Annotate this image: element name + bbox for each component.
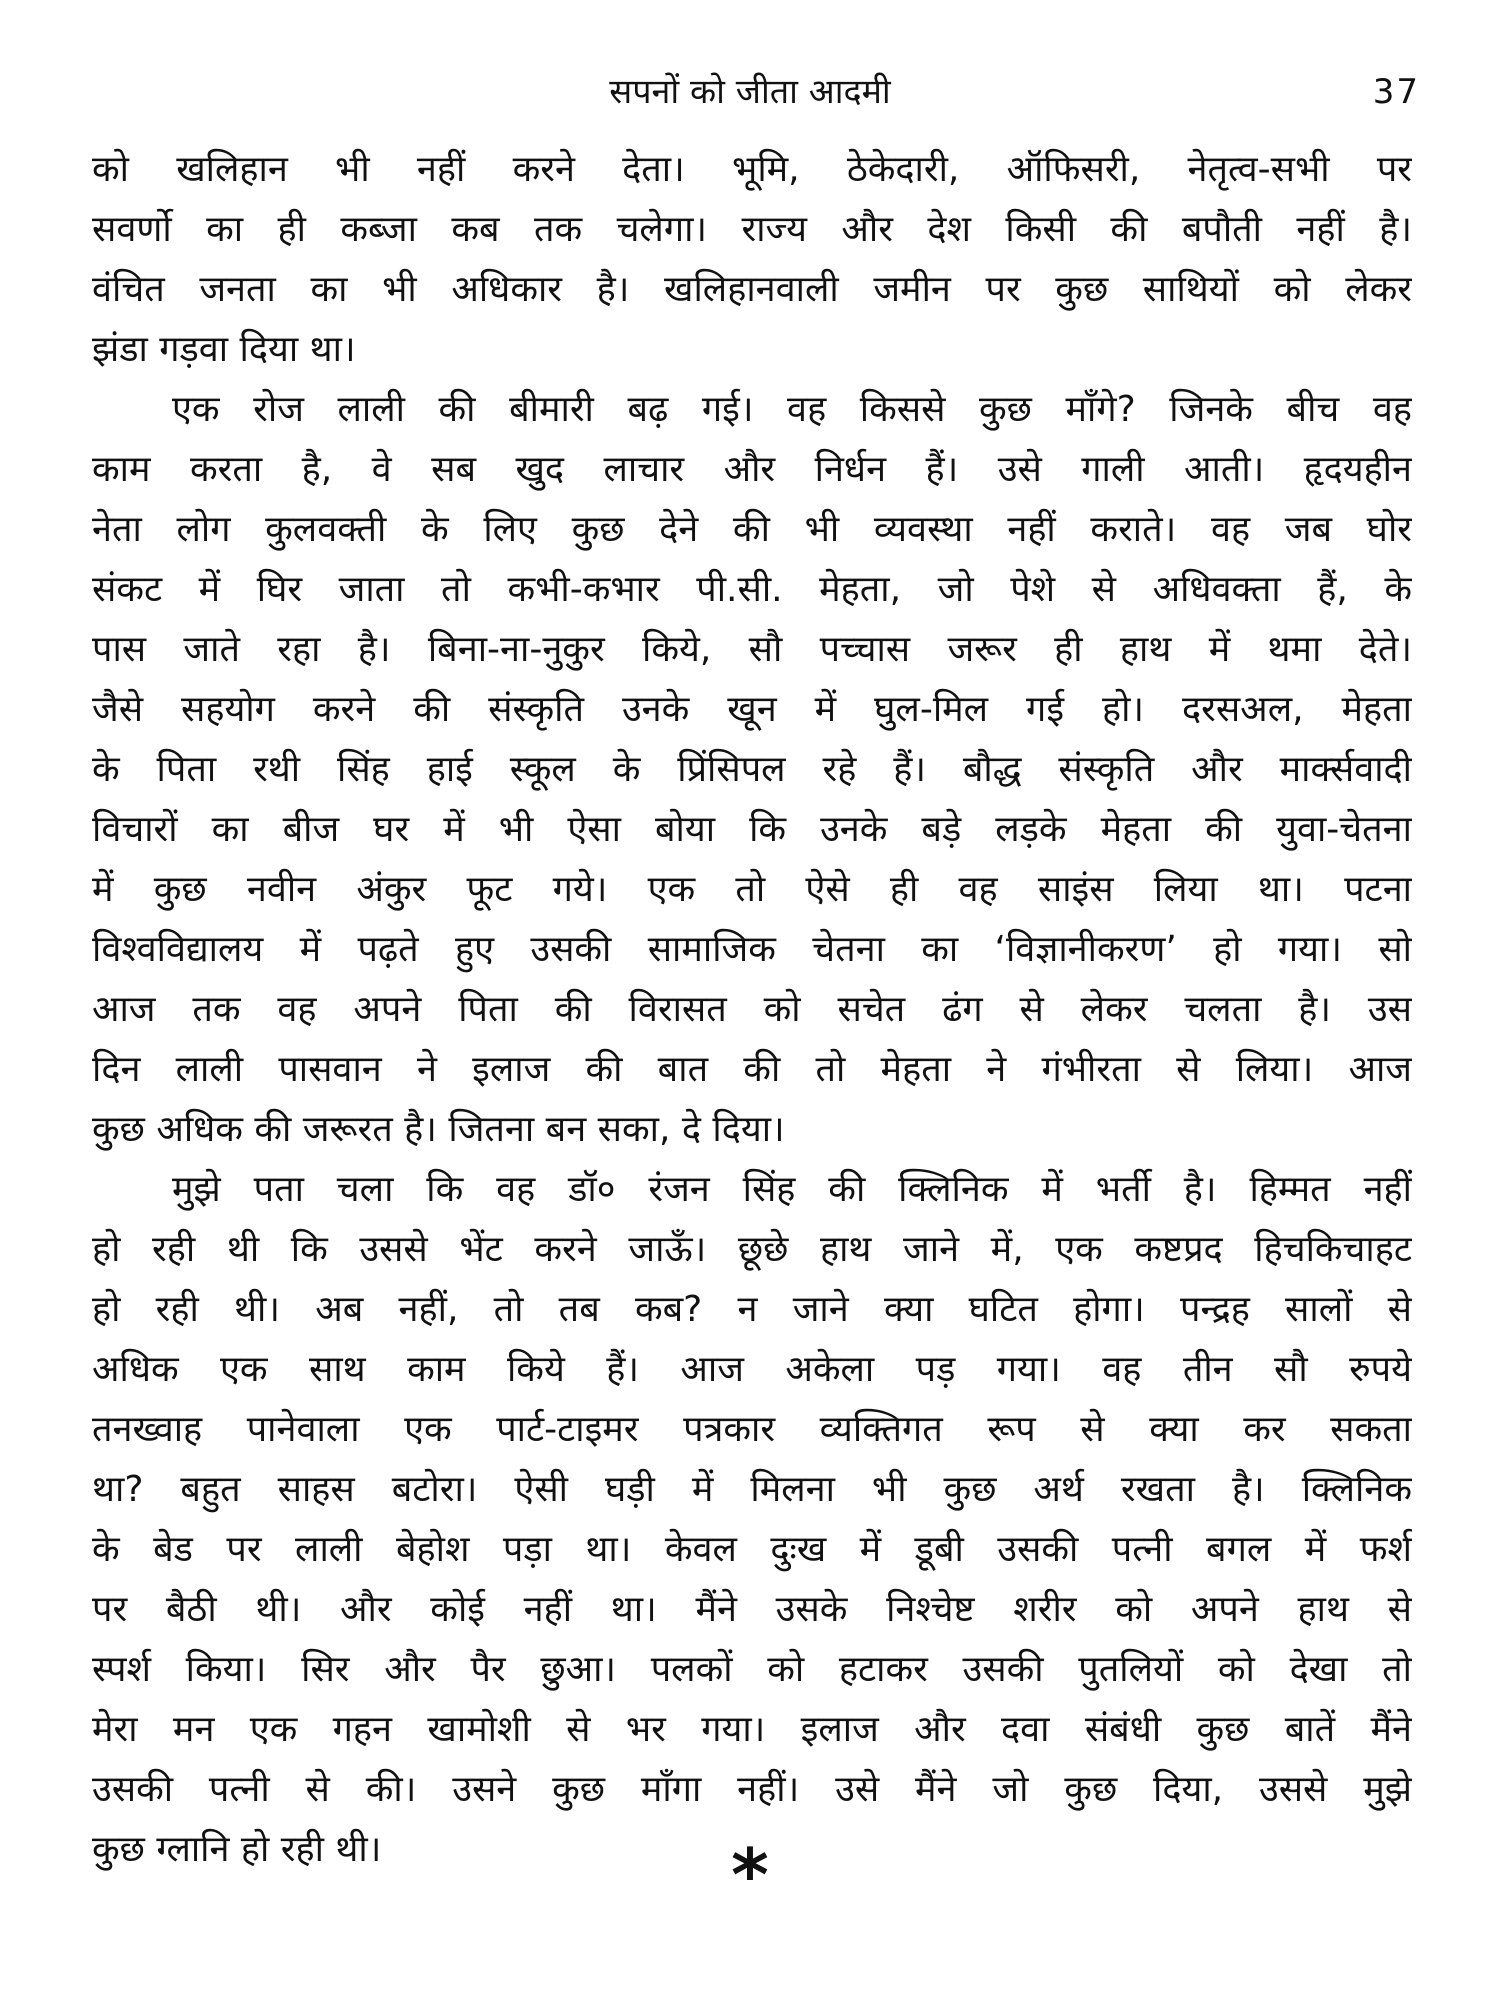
running-title: सपनों को जीता आदमी: [609, 72, 891, 112]
body-text: [92, 140, 1412, 1880]
text-line: के पिता रथी सिंह हाई स्कूल के प्रिंसिपल रहे हैं। बौद्ध संस्कृति और मार्क्सवादी: [92, 749, 1412, 790]
text-line: उसकी पत्नी से की। उसने कुछ माँगा नहीं। उसे मैंने जो कुछ दिया, उससे मुझे: [92, 1769, 1412, 1810]
paragraph-start-line: मुझे पता चला कि वह डॉ० रंजन सिंह की क्लिनिक में भर्ती है। हिम्मत नहीं: [172, 1169, 1412, 1210]
text-line: नेता लोग कुलवक्ती के लिए कुछ देने की भी व्यवस्था नहीं कराते। वह जब घोर: [92, 509, 1412, 550]
text-line: संकट में घिर जाता तो कभी-कभार पी.सी. मेहता, जो पेशे से अधिवक्ता हैं, के: [92, 569, 1412, 610]
text-line: विचारों का बीज घर में भी ऐसा बोया कि उनके बड़े लड़के मेहता की युवा-चेतना: [92, 809, 1412, 850]
text-line: विश्वविद्यालय में पढ़ते हुए उसकी सामाजिक चेतना का ‘विज्ञानीकरण’ हो गया। सो: [92, 929, 1412, 970]
text-line: वंचित जनता का भी अधिकार है। खलिहानवाली जमीन पर कुछ साथियों को लेकर: [92, 269, 1412, 310]
text-line: जैसे सहयोग करने की संस्कृति उनके खून में घुल-मिल गई हो। दरसअल, मेहता: [92, 689, 1412, 730]
paragraph-end-line: झंडा गड़वा दिया था।: [92, 329, 356, 370]
text-line: सवर्णो का ही कब्जा कब तक चलेगा। राज्य और देश किसी की बपौती नहीं है।: [92, 209, 1412, 250]
text-line: हो रही थी। अब नहीं, तो तब कब? न जाने क्या घटित होगा। पन्द्रह सालों से: [92, 1289, 1412, 1330]
paragraph-end-line: कुछ अधिक की जरूरत है। जितना बन सका, दे दिया।: [92, 1109, 785, 1150]
text-line: तनख्वाह पानेवाला एक पार्ट-टाइमर पत्रकार व्यक्तिगत रूप से क्या कर सकता: [92, 1409, 1412, 1450]
text-line: को खलिहान भी नहीं करने देता। भूमि, ठेकेदारी, ऑफिसरी, नेतृत्व-सभी पर: [92, 149, 1412, 190]
paragraph-start-line: एक रोज लाली की बीमारी बढ़ गई। वह किससे कुछ माँगे? जिनके बीच वह: [172, 389, 1412, 430]
section-break-asterisk: *: [731, 1833, 769, 1917]
text-line: आज तक वह अपने पिता की विरासत को सचेत ढंग से लेकर चलता है। उस: [92, 989, 1412, 1030]
page-number: 37: [1372, 72, 1420, 112]
text-line: पर बैठी थी। और कोई नहीं था। मैंने उसके निश्चेष्ट शरीर को अपने हाथ से: [92, 1589, 1412, 1630]
text-line: पास जाते रहा है। बिना-ना-नुकुर किये, सौ पच्चास जरूर ही हाथ में थमा देते।: [92, 629, 1412, 670]
paragraph-end-line: कुछ ग्लानि हो रही थी।: [92, 1829, 382, 1870]
text-line: मेरा मन एक गहन खामोशी से भर गया। इलाज और दवा संबंधी कुछ बातें मैंने: [92, 1709, 1412, 1750]
text-line: था? बहुत साहस बटोरा। ऐसी घड़ी में मिलना भी कुछ अर्थ रखता है। क्लिनिक: [92, 1469, 1412, 1510]
text-line: स्पर्श किया। सिर और पैर छुआ। पलकों को हटाकर उसकी पुतलियों को देखा तो: [92, 1649, 1412, 1690]
text-line: अधिक एक साथ काम किये हैं। आज अकेला पड़ गया। वह तीन सौ रुपये: [92, 1349, 1412, 1390]
text-line: दिन लाली पासवान ने इलाज की बात की तो मेहता ने गंभीरता से लिया। आज: [92, 1049, 1412, 1090]
text-line: हो रही थी कि उससे भेंट करने जाऊँ। छूछे हाथ जाने में, एक कष्टप्रद हिचकिचाहट: [92, 1229, 1412, 1270]
text-line: के बेड पर लाली बेहोश पड़ा था। केवल दुःख में डूबी उसकी पत्नी बगल में फर्श: [92, 1529, 1412, 1570]
text-line: काम करता है, वे सब खुद लाचार और निर्धन हैं। उसे गाली आती। हृदयहीन: [92, 449, 1412, 490]
text-line: में कुछ नवीन अंकुर फूट गये। एक तो ऐसे ही वह साइंस लिया था। पटना: [92, 869, 1412, 910]
